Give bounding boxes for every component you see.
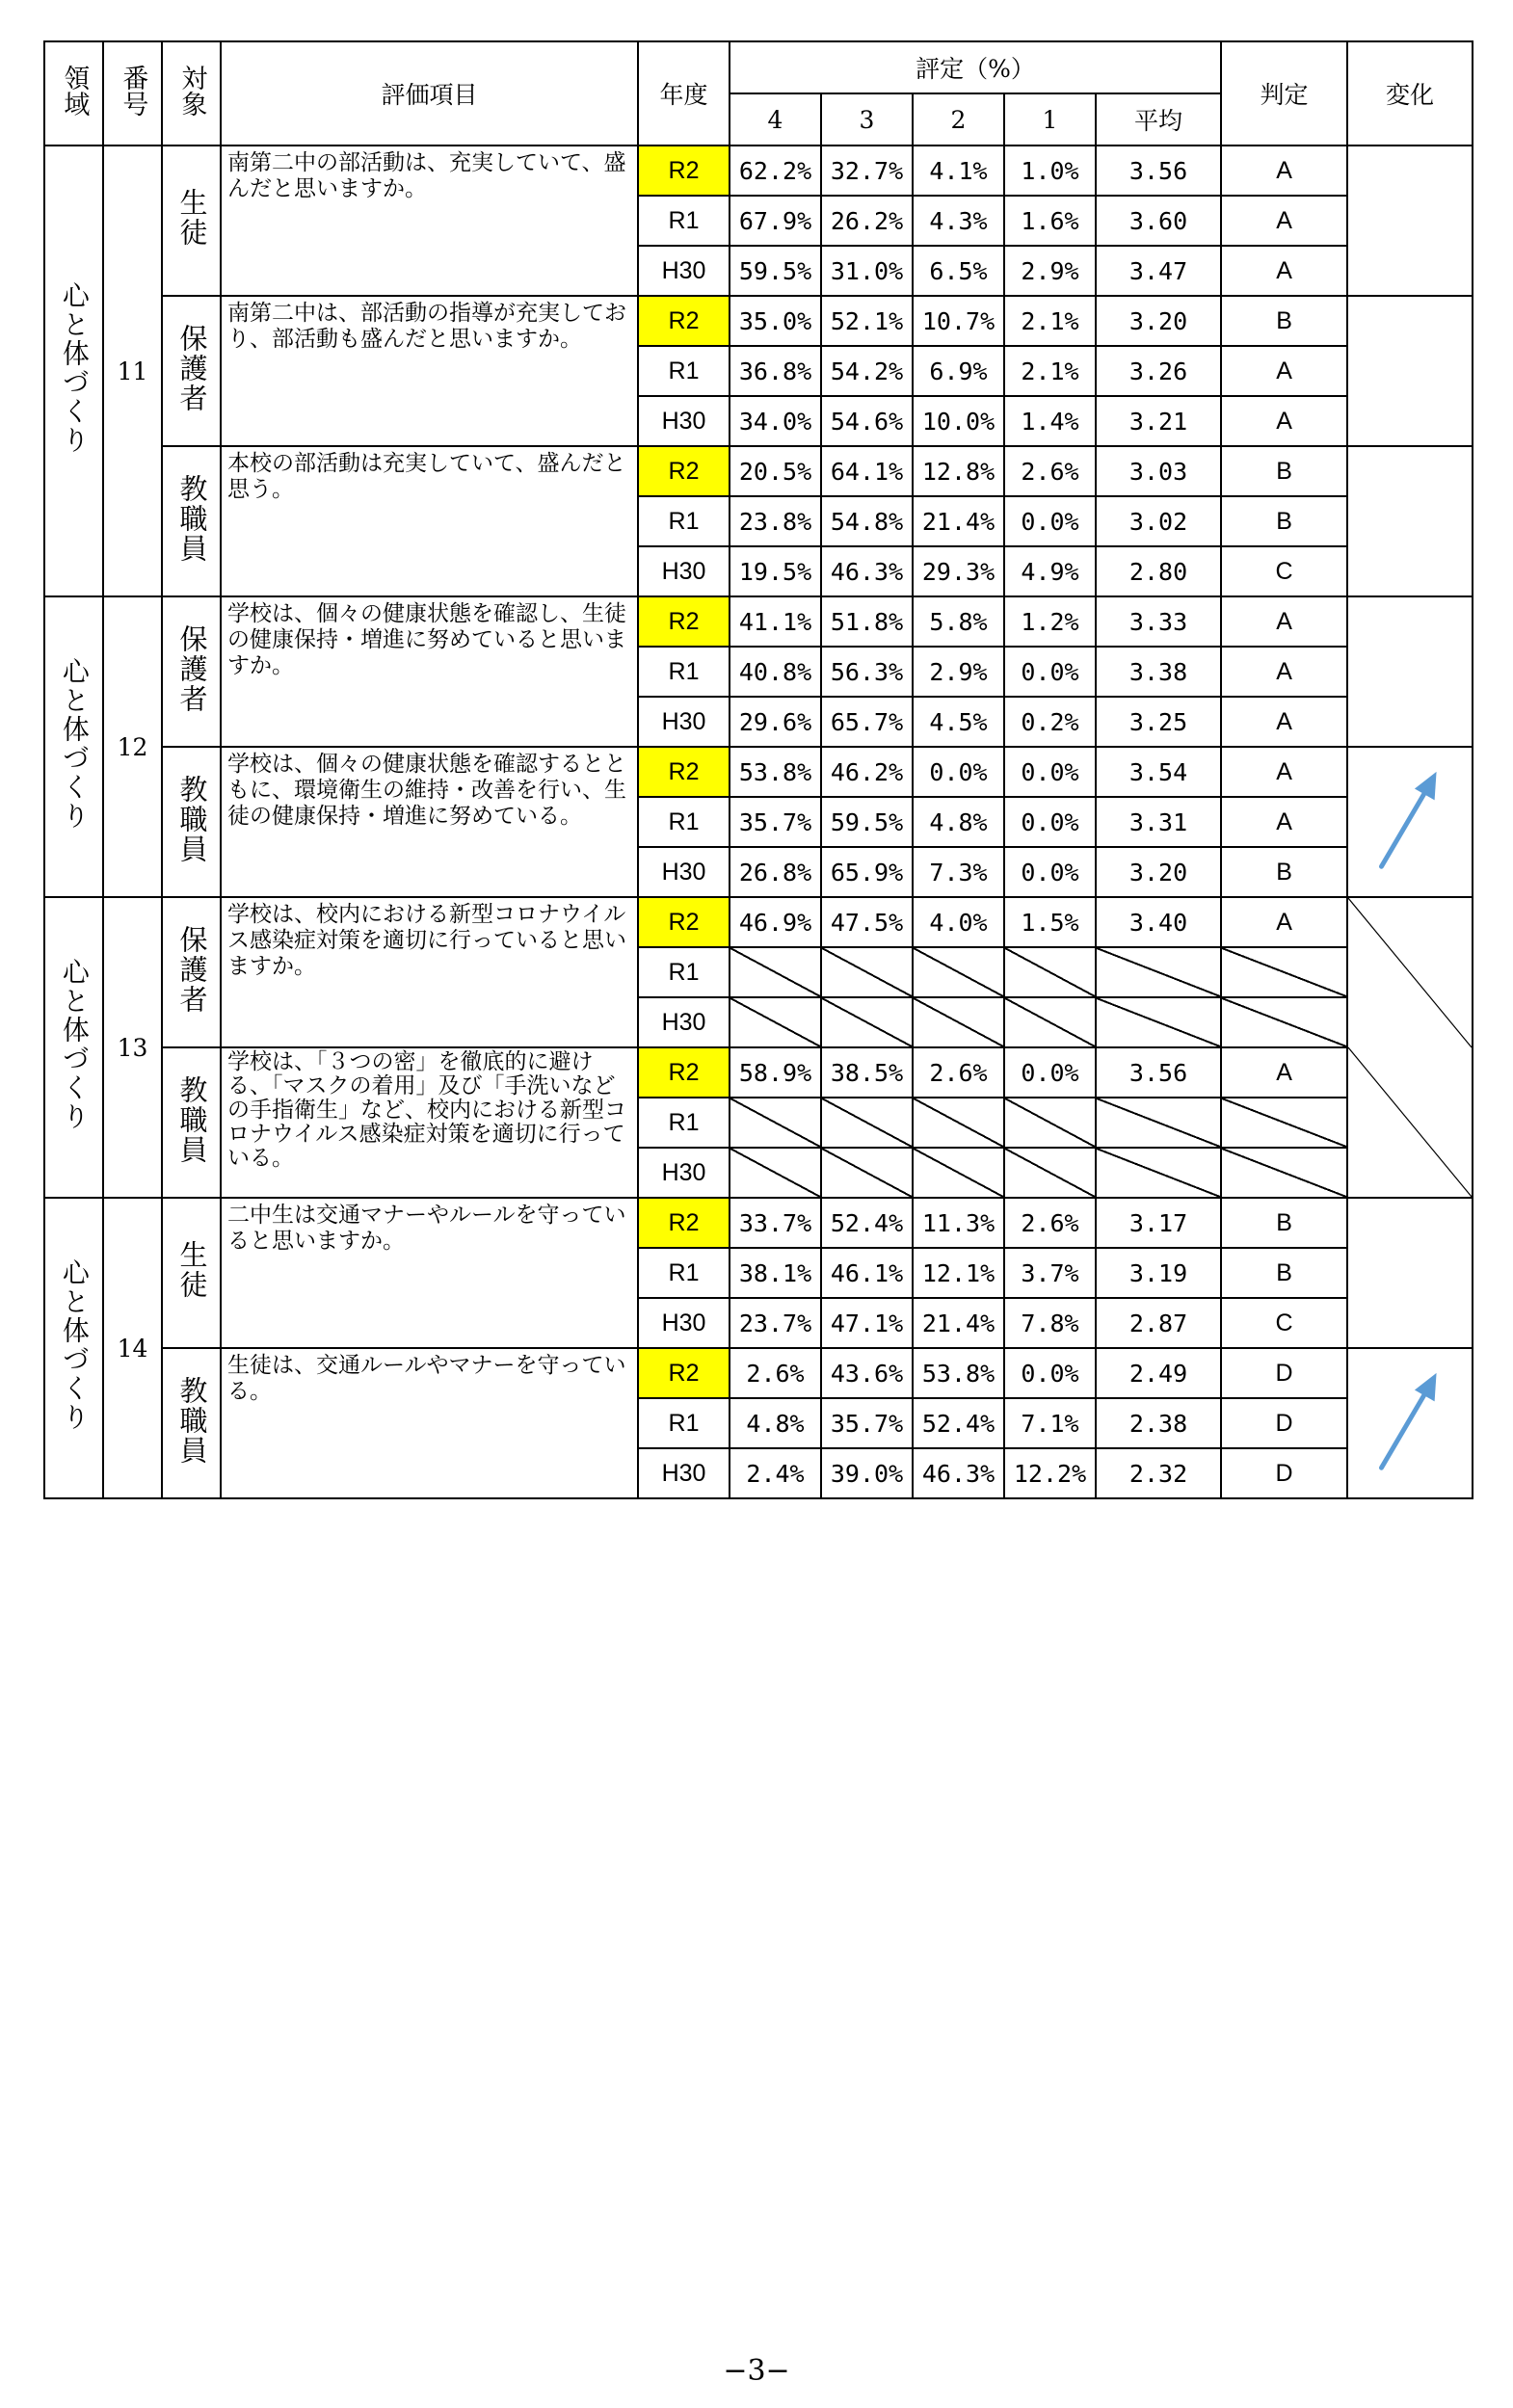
- target-label: 教職員: [175, 774, 209, 864]
- judgement-cell: A: [1221, 596, 1347, 647]
- rating-cell: 23.8%: [730, 496, 821, 546]
- domain-cell: [44, 596, 103, 897]
- rating-cell: 1.0%: [1004, 146, 1096, 196]
- up-arrow-icon: [1348, 748, 1472, 896]
- rating-cell: 0.0%: [1004, 1348, 1096, 1398]
- year-cell: H30: [638, 1298, 730, 1348]
- header-domain: 領域: [44, 41, 103, 146]
- target-cell: [162, 897, 221, 1047]
- judgement-cell: D: [1221, 1398, 1347, 1448]
- judgement-cell: D: [1221, 1348, 1347, 1398]
- average-cell: 3.47: [1096, 246, 1221, 296]
- target-label: 保護者: [175, 323, 209, 413]
- year-cell: R1: [638, 797, 730, 847]
- year-cell: R2: [638, 1348, 730, 1398]
- year-cell: R2: [638, 1047, 730, 1098]
- judgement-cell: [1221, 997, 1347, 1047]
- year-cell: H30: [638, 847, 730, 897]
- judgement-cell: A: [1221, 396, 1347, 446]
- year-cell: R2: [638, 897, 730, 947]
- rating-cell: 3.7%: [1004, 1248, 1096, 1298]
- judgement-cell: [1221, 947, 1347, 997]
- header-judgement: 判定: [1221, 41, 1347, 146]
- judgement-cell: C: [1221, 1298, 1347, 1348]
- evaluation-item: 生徒は、交通ルールやマナーを守っている。: [221, 1348, 638, 1498]
- evaluation-item: 学校は、「３つの密」を徹底的に避ける、「マスクの着用」及び「手洗いなどの手指衛生」など、校内における新型コロナウイルス感染症対策を適切に行っている。: [221, 1047, 638, 1198]
- rating-cell: 2.6%: [730, 1348, 821, 1398]
- number-cell: 11: [103, 146, 162, 596]
- year-cell: R1: [638, 196, 730, 246]
- average-cell: 2.49: [1096, 1348, 1221, 1398]
- rating-cell: 53.8%: [730, 747, 821, 797]
- rating-cell: 29.6%: [730, 697, 821, 747]
- rating-cell: 65.7%: [821, 697, 913, 747]
- rating-cell: 23.7%: [730, 1298, 821, 1348]
- rating-cell: 6.5%: [913, 246, 1004, 296]
- average-cell: 3.17: [1096, 1198, 1221, 1248]
- rating-cell: [1004, 997, 1096, 1047]
- rating-cell: 21.4%: [913, 496, 1004, 546]
- year-cell: H30: [638, 396, 730, 446]
- judgement-cell: A: [1221, 747, 1347, 797]
- average-cell: 3.38: [1096, 647, 1221, 697]
- change-cell: [1347, 1198, 1473, 1348]
- rating-cell: [730, 947, 821, 997]
- change-cell: [1347, 596, 1473, 747]
- judgement-cell: A: [1221, 246, 1347, 296]
- rating-cell: 54.8%: [821, 496, 913, 546]
- rating-cell: 12.8%: [913, 446, 1004, 496]
- table-row: [44, 1047, 1473, 1098]
- number-cell: 14: [103, 1198, 162, 1498]
- target-cell: [162, 1348, 221, 1498]
- judgement-cell: B: [1221, 496, 1347, 546]
- judgement-cell: B: [1221, 296, 1347, 346]
- rating-cell: 47.1%: [821, 1298, 913, 1348]
- average-cell: 3.26: [1096, 346, 1221, 396]
- judgement-cell: C: [1221, 546, 1347, 596]
- rating-cell: 47.5%: [821, 897, 913, 947]
- average-cell: 3.25: [1096, 697, 1221, 747]
- change-cell: [1347, 296, 1473, 446]
- rating-cell: 20.5%: [730, 446, 821, 496]
- rating-cell: 38.5%: [821, 1047, 913, 1098]
- year-cell: R1: [638, 947, 730, 997]
- target-cell: [162, 1047, 221, 1198]
- table-row: [44, 1198, 1473, 1248]
- rating-cell: 52.4%: [913, 1398, 1004, 1448]
- table-row: [44, 1348, 1473, 1398]
- average-cell: 3.03: [1096, 446, 1221, 496]
- average-cell: 2.87: [1096, 1298, 1221, 1348]
- rating-cell: 4.5%: [913, 697, 1004, 747]
- rating-cell: 12.1%: [913, 1248, 1004, 1298]
- rating-cell: 2.9%: [1004, 246, 1096, 296]
- table-row: [44, 446, 1473, 496]
- rating-cell: 2.6%: [1004, 446, 1096, 496]
- rating-cell: 0.0%: [1004, 647, 1096, 697]
- year-cell: R1: [638, 1248, 730, 1298]
- average-cell: 3.54: [1096, 747, 1221, 797]
- average-cell: 3.56: [1096, 146, 1221, 196]
- year-cell: R2: [638, 296, 730, 346]
- average-cell: 2.80: [1096, 546, 1221, 596]
- judgement-cell: B: [1221, 847, 1347, 897]
- rating-cell: [821, 947, 913, 997]
- rating-cell: 40.8%: [730, 647, 821, 697]
- domain-cell: [44, 897, 103, 1198]
- rating-cell: 4.1%: [913, 146, 1004, 196]
- rating-cell: 2.4%: [730, 1448, 821, 1498]
- rating-cell: 64.1%: [821, 446, 913, 496]
- judgement-cell: [1221, 1148, 1347, 1198]
- average-cell: 3.60: [1096, 196, 1221, 246]
- rating-cell: [913, 1098, 1004, 1148]
- evaluation-item: 学校は、個々の健康状態を確認し、生徒の健康保持・増進に努めていると思いますか。: [221, 596, 638, 747]
- rating-cell: 7.3%: [913, 847, 1004, 897]
- target-label: 保護者: [175, 623, 209, 714]
- rating-cell: 7.8%: [1004, 1298, 1096, 1348]
- rating-cell: 46.9%: [730, 897, 821, 947]
- judgement-cell: A: [1221, 797, 1347, 847]
- diagonal-slash: [1348, 898, 1472, 1197]
- rating-cell: [730, 997, 821, 1047]
- rating-cell: 52.4%: [821, 1198, 913, 1248]
- year-cell: R1: [638, 346, 730, 396]
- rating-cell: 12.2%: [1004, 1448, 1096, 1498]
- rating-cell: 2.1%: [1004, 346, 1096, 396]
- rating-cell: 7.1%: [1004, 1398, 1096, 1448]
- rating-cell: 11.3%: [913, 1198, 1004, 1248]
- target-cell: [162, 596, 221, 747]
- rating-cell: [821, 1148, 913, 1198]
- rating-cell: 4.9%: [1004, 546, 1096, 596]
- rating-cell: [913, 1148, 1004, 1198]
- rating-cell: [821, 997, 913, 1047]
- rating-cell: [730, 1098, 821, 1148]
- judgement-cell: A: [1221, 897, 1347, 947]
- rating-cell: 46.3%: [821, 546, 913, 596]
- average-cell: 3.21: [1096, 396, 1221, 446]
- year-cell: H30: [638, 997, 730, 1047]
- year-cell: R2: [638, 747, 730, 797]
- rating-cell: 0.0%: [1004, 1047, 1096, 1098]
- judgement-cell: [1221, 1098, 1347, 1148]
- rating-cell: 4.3%: [913, 196, 1004, 246]
- average-cell: 3.20: [1096, 296, 1221, 346]
- average-cell: [1096, 1098, 1221, 1148]
- table-row: [44, 296, 1473, 346]
- year-cell: R2: [638, 1198, 730, 1248]
- average-cell: 3.19: [1096, 1248, 1221, 1298]
- rating-cell: 5.8%: [913, 596, 1004, 647]
- rating-cell: 39.0%: [821, 1448, 913, 1498]
- rating-cell: 67.9%: [730, 196, 821, 246]
- average-cell: [1096, 1148, 1221, 1198]
- judgement-cell: A: [1221, 1047, 1347, 1098]
- rating-cell: 0.0%: [913, 747, 1004, 797]
- rating-cell: 0.0%: [1004, 797, 1096, 847]
- rating-cell: [730, 1148, 821, 1198]
- rating-cell: 4.0%: [913, 897, 1004, 947]
- judgement-cell: B: [1221, 1248, 1347, 1298]
- table-row: [44, 897, 1473, 947]
- rating-cell: 59.5%: [821, 797, 913, 847]
- target-cell: [162, 296, 221, 446]
- change-cell-up: [1347, 1348, 1473, 1498]
- target-label: 保護者: [175, 924, 209, 1015]
- judgement-cell: A: [1221, 196, 1347, 246]
- domain-cell: [44, 146, 103, 596]
- average-cell: 3.33: [1096, 596, 1221, 647]
- header-year: 年度: [638, 41, 730, 146]
- judgement-cell: B: [1221, 1198, 1347, 1248]
- year-cell: R2: [638, 446, 730, 496]
- rating-cell: 4.8%: [913, 797, 1004, 847]
- target-cell: [162, 747, 221, 897]
- rating-cell: 56.3%: [821, 647, 913, 697]
- rating-cell: 53.8%: [913, 1348, 1004, 1398]
- year-cell: H30: [638, 1448, 730, 1498]
- year-cell: H30: [638, 546, 730, 596]
- evaluation-item: 本校の部活動は充実していて、盛んだと思う。: [221, 446, 638, 596]
- table-row: [44, 146, 1473, 196]
- rating-cell: 38.1%: [730, 1248, 821, 1298]
- rating-cell: 51.8%: [821, 596, 913, 647]
- evaluation-table: [43, 40, 1473, 1499]
- average-cell: 2.38: [1096, 1398, 1221, 1448]
- domain-label: 心と体づくり: [58, 958, 91, 1131]
- rating-cell: 52.1%: [821, 296, 913, 346]
- header-col-avg: 平均: [1096, 93, 1221, 146]
- evaluation-item: 学校は、校内における新型コロナウイルス感染症対策を適切に行っていると思いますか。: [221, 897, 638, 1047]
- header-rating: 評定（%）: [730, 41, 1221, 93]
- rating-cell: [1004, 1148, 1096, 1198]
- rating-cell: 31.0%: [821, 246, 913, 296]
- change-cell-up: [1347, 747, 1473, 897]
- rating-cell: [1004, 947, 1096, 997]
- rating-cell: 36.8%: [730, 346, 821, 396]
- rating-cell: 4.8%: [730, 1398, 821, 1448]
- target-label: 教職員: [175, 1375, 209, 1466]
- rating-cell: 0.0%: [1004, 496, 1096, 546]
- change-cell: [1347, 446, 1473, 596]
- rating-cell: [821, 1098, 913, 1148]
- target-cell: [162, 446, 221, 596]
- rating-cell: 10.0%: [913, 396, 1004, 446]
- rating-cell: 46.3%: [913, 1448, 1004, 1498]
- rating-cell: 58.9%: [730, 1047, 821, 1098]
- judgement-cell: B: [1221, 446, 1347, 496]
- header-item: 評価項目: [221, 41, 638, 146]
- rating-cell: 1.5%: [1004, 897, 1096, 947]
- rating-cell: 62.2%: [730, 146, 821, 196]
- average-cell: 3.56: [1096, 1047, 1221, 1098]
- page-number: −3−: [723, 2354, 790, 2388]
- rating-cell: 1.2%: [1004, 596, 1096, 647]
- rating-cell: 35.7%: [821, 1398, 913, 1448]
- average-cell: 3.20: [1096, 847, 1221, 897]
- domain-label: 心と体づくり: [58, 1258, 91, 1432]
- rating-cell: [1004, 1098, 1096, 1148]
- rating-cell: 2.1%: [1004, 296, 1096, 346]
- rating-cell: 6.9%: [913, 346, 1004, 396]
- target-label: 教職員: [175, 473, 209, 564]
- judgement-cell: A: [1221, 647, 1347, 697]
- judgement-cell: A: [1221, 697, 1347, 747]
- rating-cell: 46.1%: [821, 1248, 913, 1298]
- rating-cell: 59.5%: [730, 246, 821, 296]
- average-cell: 3.40: [1096, 897, 1221, 947]
- rating-cell: 1.4%: [1004, 396, 1096, 446]
- average-cell: [1096, 997, 1221, 1047]
- rating-cell: 65.9%: [821, 847, 913, 897]
- rating-cell: 2.9%: [913, 647, 1004, 697]
- header-col-1: 1: [1004, 93, 1096, 146]
- header-col-2: 2: [913, 93, 1004, 146]
- rating-cell: 33.7%: [730, 1198, 821, 1248]
- header-col-3: 3: [821, 93, 913, 146]
- year-cell: H30: [638, 697, 730, 747]
- rating-cell: 26.8%: [730, 847, 821, 897]
- year-cell: R1: [638, 1398, 730, 1448]
- domain-cell: [44, 1198, 103, 1498]
- judgement-cell: D: [1221, 1448, 1347, 1498]
- year-cell: R1: [638, 496, 730, 546]
- rating-cell: 34.0%: [730, 396, 821, 446]
- average-cell: 3.31: [1096, 797, 1221, 847]
- year-cell: R2: [638, 596, 730, 647]
- rating-cell: 32.7%: [821, 146, 913, 196]
- rating-cell: 1.6%: [1004, 196, 1096, 246]
- rating-cell: 19.5%: [730, 546, 821, 596]
- rating-cell: 35.7%: [730, 797, 821, 847]
- rating-cell: 2.6%: [1004, 1198, 1096, 1248]
- target-cell: [162, 1198, 221, 1348]
- average-cell: 2.32: [1096, 1448, 1221, 1498]
- domain-label: 心と体づくり: [58, 281, 91, 455]
- average-cell: 3.02: [1096, 496, 1221, 546]
- rating-cell: 10.7%: [913, 296, 1004, 346]
- year-cell: H30: [638, 1148, 730, 1198]
- up-arrow-icon: [1348, 1349, 1472, 1497]
- judgement-cell: A: [1221, 346, 1347, 396]
- change-cell-not-applicable: [1347, 897, 1473, 1198]
- target-cell: [162, 146, 221, 296]
- domain-label: 心と体づくり: [58, 657, 91, 831]
- rating-cell: 0.0%: [1004, 847, 1096, 897]
- year-cell: H30: [638, 246, 730, 296]
- rating-cell: 0.0%: [1004, 747, 1096, 797]
- judgement-cell: A: [1221, 146, 1347, 196]
- rating-cell: 54.2%: [821, 346, 913, 396]
- rating-cell: 21.4%: [913, 1298, 1004, 1348]
- evaluation-item: 南第二中の部活動は、充実していて、盛んだと思いますか。: [221, 146, 638, 296]
- rating-cell: 26.2%: [821, 196, 913, 246]
- rating-cell: 0.2%: [1004, 697, 1096, 747]
- target-label: 生徒: [175, 188, 209, 248]
- rating-cell: 41.1%: [730, 596, 821, 647]
- target-label: 生徒: [175, 1240, 209, 1300]
- year-cell: R2: [638, 146, 730, 196]
- header-change: 変化: [1347, 41, 1473, 146]
- table-row: [44, 596, 1473, 647]
- number-cell: 13: [103, 897, 162, 1198]
- year-cell: R1: [638, 1098, 730, 1148]
- average-cell: [1096, 947, 1221, 997]
- rating-cell: 54.6%: [821, 396, 913, 446]
- year-cell: R1: [638, 647, 730, 697]
- number-cell: 12: [103, 596, 162, 897]
- evaluation-item: 学校は、個々の健康状態を確認するとともに、環境衛生の維持・改善を行い、生徒の健康保持・増進に努めている。: [221, 747, 638, 897]
- header-number: 番号: [103, 41, 162, 146]
- rating-cell: [913, 997, 1004, 1047]
- rating-cell: 29.3%: [913, 546, 1004, 596]
- rating-cell: [913, 947, 1004, 997]
- evaluation-item: 南第二中は、部活動の指導が充実しており、部活動も盛んだと思いますか。: [221, 296, 638, 446]
- header-target: 対象: [162, 41, 221, 146]
- rating-cell: 46.2%: [821, 747, 913, 797]
- rating-cell: 2.6%: [913, 1047, 1004, 1098]
- evaluation-item: 二中生は交通マナーやルールを守っていると思いますか。: [221, 1198, 638, 1348]
- header-col-4: 4: [730, 93, 821, 146]
- rating-cell: 43.6%: [821, 1348, 913, 1398]
- table-row: [44, 747, 1473, 797]
- change-cell: [1347, 146, 1473, 296]
- target-label: 教職員: [175, 1074, 209, 1165]
- rating-cell: 35.0%: [730, 296, 821, 346]
